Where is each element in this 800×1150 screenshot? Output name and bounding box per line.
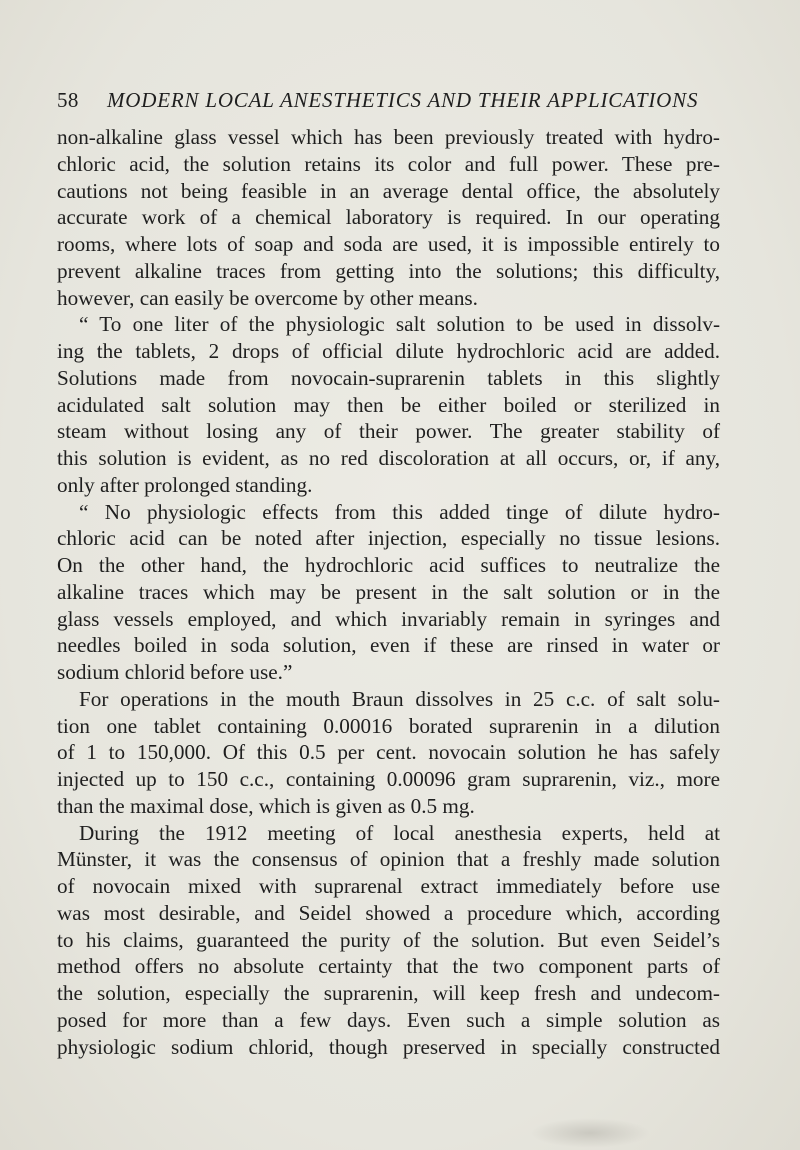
text-line: method offers no absolute certainty that the two component parts of: [57, 954, 720, 979]
text-line: of novocain mixed with suprarenal extract immediately before use: [57, 874, 720, 898]
text-line: tion one tablet containing 0.00016 borated suprarenin in a dilution: [57, 713, 720, 738]
body-text: [57, 124, 720, 1060]
text-line: non-alkaline glass vessel which has been previously treated with hydro-: [57, 125, 720, 149]
text-line: rooms, where lots of soap and soda are used, it is impossible entirely to: [57, 232, 720, 256]
text-line: glass vessels employed, and which invariably remain in syringes and: [57, 606, 720, 631]
text-line: “ No physiologic effects from this added tinge of dilute hydro-: [79, 499, 720, 524]
text-line: alkaline traces which may be present in the salt solution or in the: [57, 579, 720, 604]
text-line: injected up to 150 c.c., containing 0.00096 gram suprarenin, viz., more: [57, 767, 720, 791]
running-head: MODERN LOCAL ANESTHETICS AND THEIR APPLICATIONS: [107, 88, 699, 112]
text-line: For operations in the mouth Braun dissolves in 25 c.c. of salt solu-: [79, 686, 720, 711]
text-line: however, can easily be overcome by other means.: [57, 285, 478, 310]
text-line: chloric acid can be noted after injection, especially no tissue lesions.: [57, 526, 720, 551]
text-line: only after prolonged standing.: [57, 472, 313, 497]
text-line: than the maximal dose, which is given as 0.5 mg.: [57, 793, 475, 818]
text-line: the solution, especially the suprarenin, will keep fresh and undecom-: [57, 981, 720, 1005]
text-line: accurate work of a chemical laboratory is required. In our operating: [57, 205, 720, 230]
text-line: to his claims, guaranteed the purity of the solution. But even Seidel’s: [57, 927, 720, 952]
text-line: cautions not being feasible in an average dental office, the absolutely: [57, 178, 720, 203]
text-line: Solutions made from novocain-suprarenin tablets in this slightly: [57, 365, 720, 390]
text-line: sodium chlorid before use.”: [57, 660, 293, 684]
text-line: needles boiled in soda solution, even if these are rinsed in water or: [57, 633, 720, 658]
text-line: physiologic sodium chlorid, though preserved in specially constructed: [57, 1034, 720, 1059]
text-line: was most desirable, and Seidel showed a procedure which, according: [57, 900, 720, 925]
scan-smudge: [530, 1118, 650, 1148]
text-line: During the 1912 meeting of local anesthesia experts, held at: [79, 820, 720, 845]
text-line: of 1 to 150,000. Of this 0.5 per cent. novocain solution he has safely: [57, 740, 720, 765]
text-line: this solution is evident, as no red discoloration at all occurs, or, if any,: [57, 446, 720, 470]
page-number: 58: [57, 88, 79, 112]
page-header: [57, 88, 707, 118]
text-line: On the other hand, the hydrochloric acid suffices to neutralize the: [57, 553, 720, 577]
text-line: ing the tablets, 2 drops of official dilute hydrochloric acid are added.: [57, 339, 720, 363]
text-line: acidulated salt solution may then be either boiled or sterilized in: [57, 392, 720, 417]
text-line: steam without losing any of their power. The greater stability of: [57, 419, 720, 444]
text-line: Münster, it was the consensus of opinion that a freshly made solution: [57, 847, 720, 872]
text-line: “ To one liter of the physiologic salt solution to be used in dissolv-: [79, 312, 720, 337]
text-line: prevent alkaline traces from getting into the solutions; this difficulty,: [57, 258, 720, 283]
text-line: posed for more than a few days. Even such a simple solution as: [57, 1007, 720, 1032]
text-line: chloric acid, the solution retains its color and full power. These pre-: [57, 151, 720, 176]
